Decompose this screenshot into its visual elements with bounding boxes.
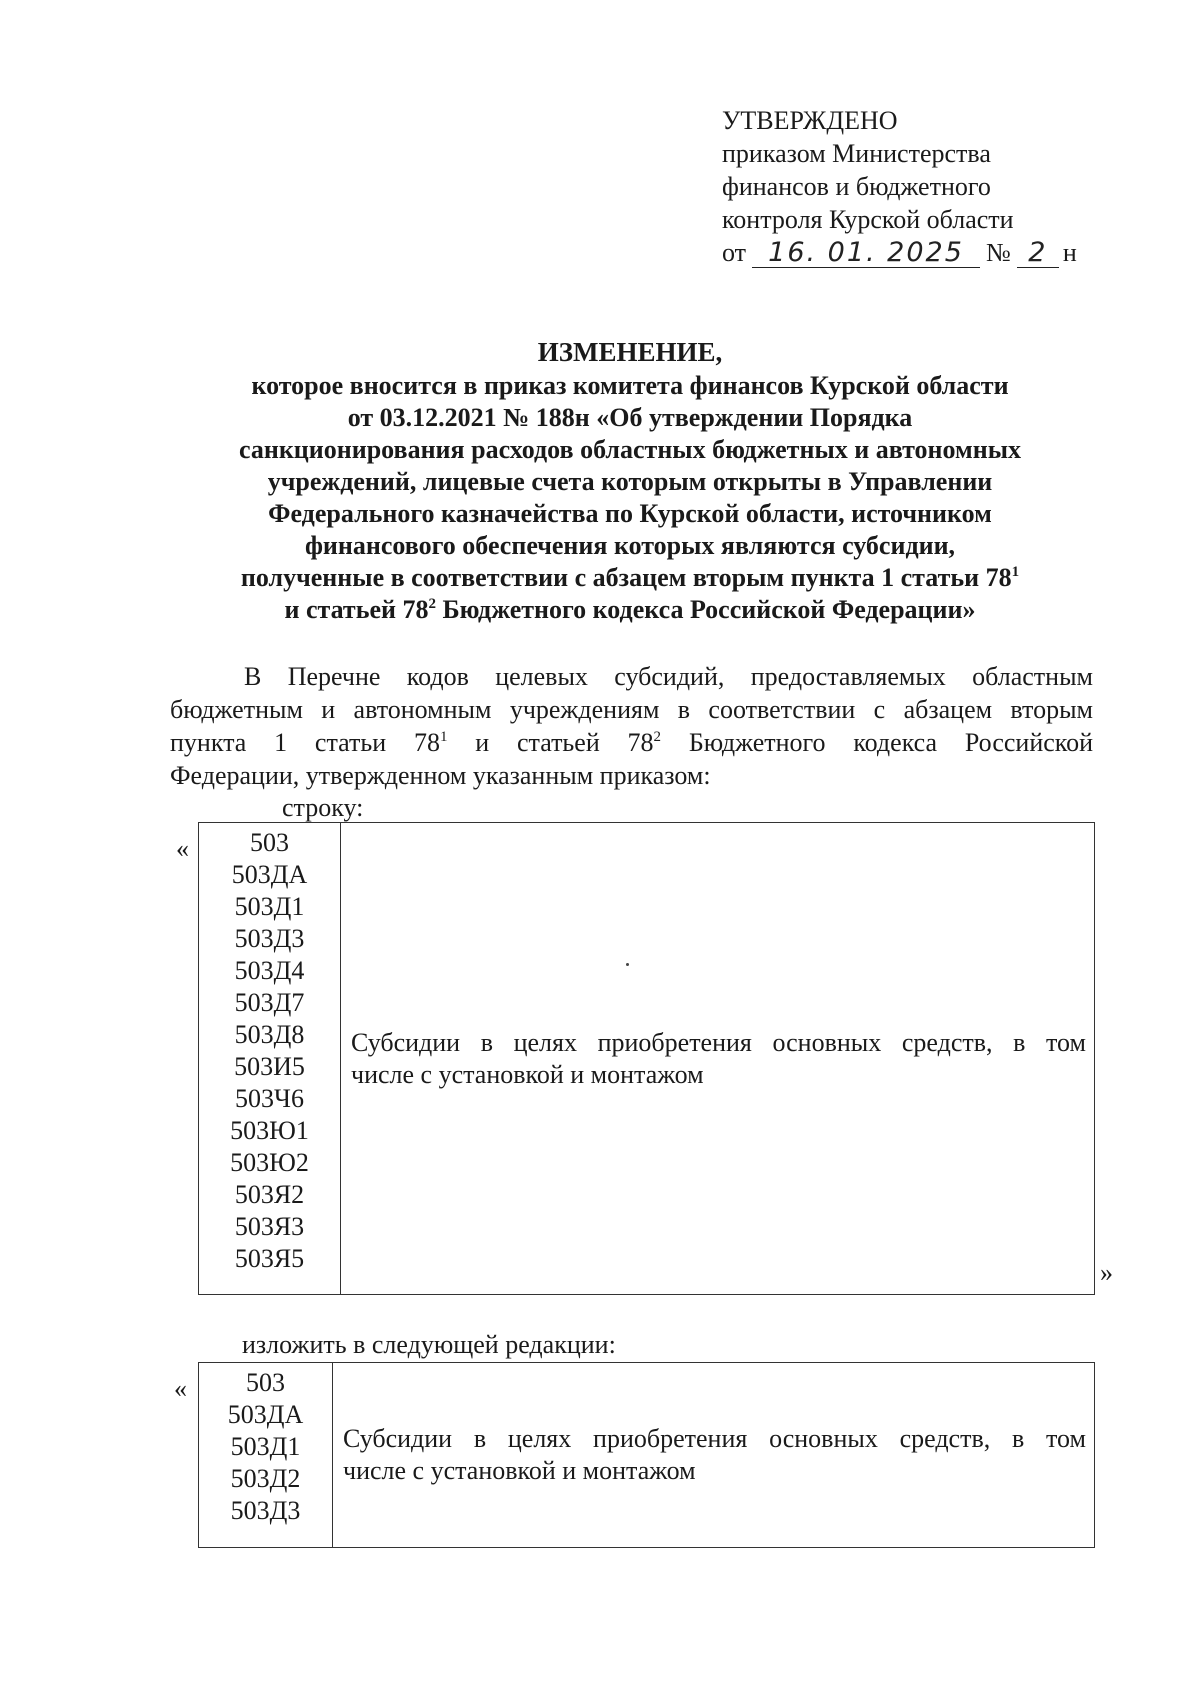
close-quote: » bbox=[1100, 1258, 1113, 1287]
paragraph-text: и статьей 78 bbox=[447, 728, 654, 757]
title-line: от 03.12.2021 № 188н «Об утверждении Порядка bbox=[347, 403, 913, 432]
approval-block bbox=[722, 104, 1077, 269]
approval-line-3: контроля Курской области bbox=[722, 205, 1014, 234]
paragraph-text: пункта 1 статьи 78 bbox=[170, 728, 440, 757]
paragraph-line: Федерации, утвержденном указанным приказом: bbox=[170, 761, 711, 790]
number-suffix: н bbox=[1062, 238, 1077, 267]
date-field bbox=[752, 239, 980, 268]
scan-speck bbox=[626, 963, 629, 966]
open-quote: « bbox=[176, 834, 189, 863]
code-item: 503Д4 bbox=[234, 956, 305, 985]
code-item: 503ДА bbox=[231, 860, 308, 889]
superscript: 2 bbox=[653, 729, 662, 745]
number-prefix: № bbox=[986, 238, 1011, 267]
paragraph-text: Бюджетного кодекса Российской bbox=[661, 728, 1094, 757]
approval-stamp: УТВЕРЖДЕНО bbox=[722, 106, 898, 135]
number-field bbox=[1017, 239, 1059, 268]
approval-line-2: финансов и бюджетного bbox=[722, 172, 991, 201]
title-line-text: и статьей 78 bbox=[284, 595, 429, 624]
code-item: 503Д2 bbox=[230, 1464, 301, 1493]
code-item: 503Д3 bbox=[230, 1496, 301, 1525]
replace-label: изложить в следующей редакции: bbox=[242, 1330, 616, 1359]
code-item: 503И5 bbox=[234, 1052, 305, 1081]
title-line-tail: Бюджетного кодекса Российской Федерации» bbox=[435, 595, 976, 624]
description-line: числе с установкой и монтажом bbox=[343, 1456, 696, 1485]
description-line: Субсидии в целях приобретения основных средств, в том bbox=[343, 1424, 1086, 1453]
date-prefix: от bbox=[722, 238, 747, 267]
row-label: строку: bbox=[282, 793, 364, 822]
code-item: 503Д8 bbox=[234, 1020, 305, 1049]
code-item: 503Я2 bbox=[234, 1180, 305, 1209]
code-item: 503 bbox=[246, 1368, 285, 1397]
new-row-table bbox=[198, 1362, 1095, 1548]
description-cell bbox=[341, 823, 1094, 1294]
code-item: 503ДА bbox=[227, 1400, 304, 1429]
description-line: Субсидии в целях приобретения основных средств, в том bbox=[351, 1027, 1086, 1057]
description-cell bbox=[333, 1363, 1094, 1547]
open-quote: « bbox=[174, 1374, 187, 1403]
code-item: 503Ч6 bbox=[235, 1084, 304, 1113]
code-item: 503 bbox=[250, 828, 289, 857]
code-item: 503Д7 bbox=[234, 988, 305, 1017]
handwritten-date: 16. 01. 2025 bbox=[768, 237, 964, 268]
code-item: 503Я5 bbox=[234, 1244, 305, 1273]
title-line bbox=[160, 562, 1100, 594]
old-row-table bbox=[198, 822, 1095, 1295]
paragraph-line bbox=[170, 726, 1093, 759]
title-line-text: полученные в соответствии с абзацем вторым пункта 1 статьи 78 bbox=[240, 563, 1012, 592]
code-item: 503Я3 bbox=[234, 1212, 305, 1241]
codes-column bbox=[199, 1363, 333, 1547]
superscript: 1 bbox=[1011, 564, 1020, 580]
title-line bbox=[160, 594, 1100, 626]
body-paragraph bbox=[170, 660, 1093, 792]
code-item: 503Ю1 bbox=[230, 1116, 309, 1145]
title-line: Федерального казначейства по Курской области, источником bbox=[268, 499, 992, 528]
title-heading: ИЗМЕНЕНИЕ, bbox=[537, 337, 723, 367]
superscript: 2 bbox=[428, 596, 436, 612]
code-item: 503Д1 bbox=[230, 1432, 301, 1461]
paragraph-line: бюджетным и автономным учреждениям в соответствии с абзацем вторым bbox=[170, 695, 1093, 724]
approval-line-1: приказом Министерства bbox=[722, 139, 991, 168]
approval-date-line bbox=[722, 236, 1077, 269]
codes-column bbox=[199, 823, 341, 1294]
description-line: числе с установкой и монтажом bbox=[351, 1059, 704, 1089]
code-item: 503Д1 bbox=[234, 892, 305, 921]
title-line: санкционирования расходов областных бюджетных и автономных bbox=[238, 435, 1022, 464]
title-line: которое вносится в приказ комитета финансов Курской области bbox=[251, 371, 1009, 400]
paragraph-line: В Перечне кодов целевых субсидий, предоставляемых областным bbox=[244, 662, 1093, 691]
code-item: 503Ю2 bbox=[230, 1148, 309, 1177]
title-line: финансового обеспечения которых являются субсидии, bbox=[304, 531, 956, 560]
title-line: учреждений, лицевые счета которым открыты в Управлении bbox=[267, 467, 993, 496]
document-title bbox=[160, 336, 1100, 626]
code-item: 503Д3 bbox=[234, 924, 305, 953]
superscript: 1 bbox=[439, 729, 448, 745]
handwritten-number: 2 bbox=[1028, 237, 1048, 268]
